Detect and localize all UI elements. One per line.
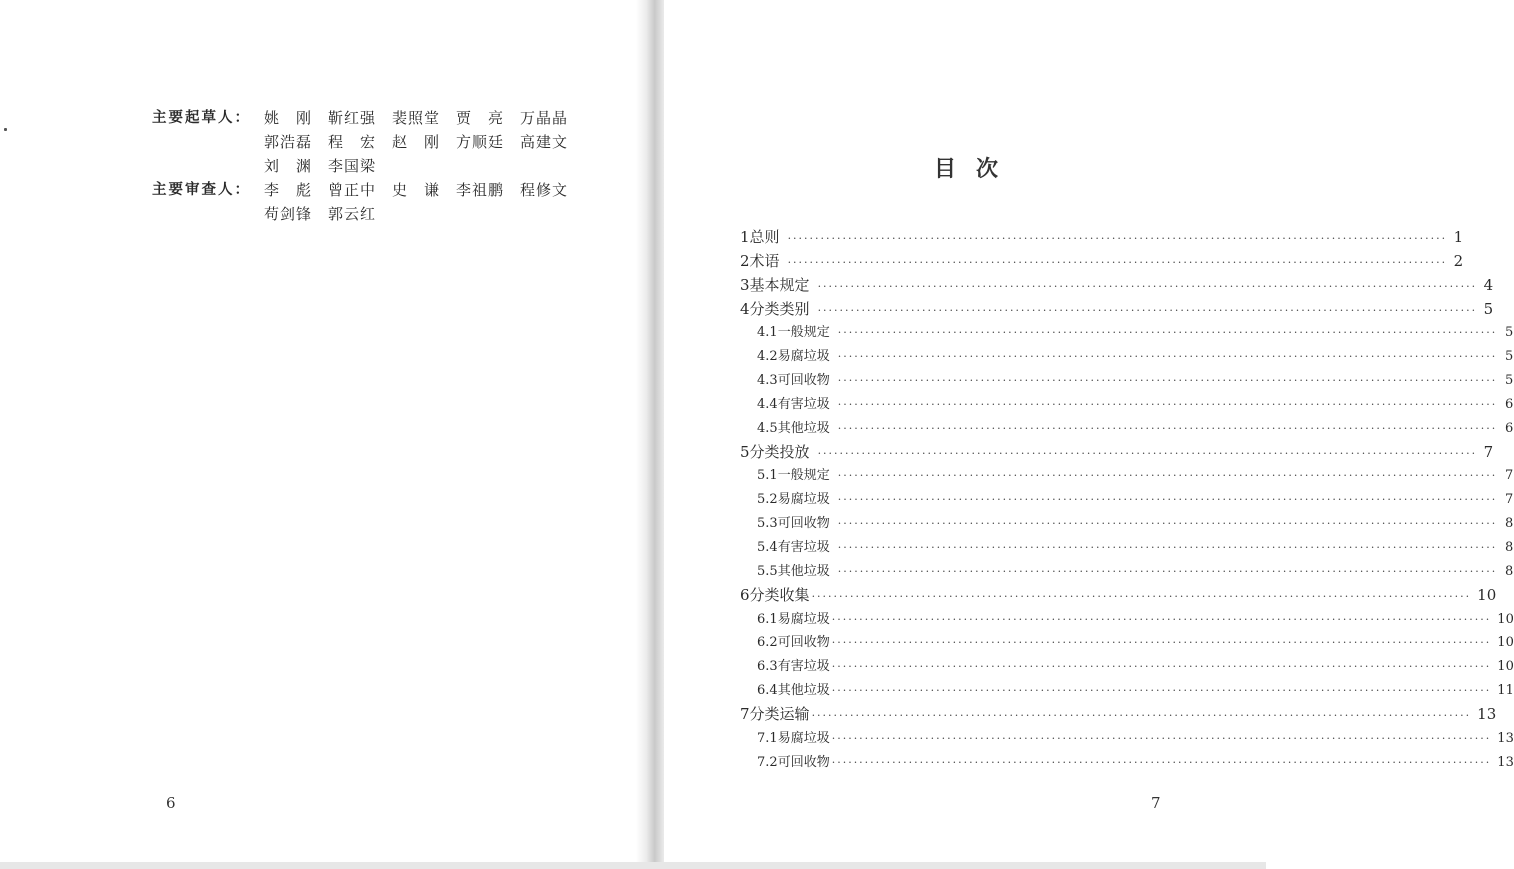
names-grid xyxy=(264,106,584,178)
toc-entry-title: 总则 xyxy=(749,228,780,246)
person-name: 史 谦 xyxy=(392,181,441,199)
toc-entry-number: 5.5 xyxy=(757,563,778,579)
toc-section-entry xyxy=(740,655,1514,679)
toc-entry-title: 其他垃圾 xyxy=(777,563,830,579)
page-number-right: 7 xyxy=(1151,794,1161,812)
toc-leader-dots: ························································································································ xyxy=(811,589,1472,603)
right-page xyxy=(664,0,1514,869)
toc-entry-number: 7 xyxy=(740,704,750,723)
toc-chapter-entry xyxy=(740,584,1497,608)
role-label: 主要起草人： xyxy=(152,110,251,126)
toc-section-entry xyxy=(740,464,1514,488)
toc-entry-title: 易腐垃圾 xyxy=(777,492,830,508)
toc-entry-page: 4 xyxy=(1483,275,1494,294)
toc-entry-title: 其他垃圾 xyxy=(777,420,830,436)
toc-section-entry xyxy=(740,560,1514,584)
page-bottom-edge xyxy=(0,862,1266,869)
toc-entry-number: 5.1 xyxy=(757,468,778,484)
toc-entry-number: 4 xyxy=(740,299,750,318)
toc-leader-dots: ························································································································ xyxy=(787,255,1448,269)
toc-leader-dots: ························································································································ xyxy=(831,636,1492,650)
names-grid xyxy=(264,178,584,226)
toc-leader-dots: ························································································································ xyxy=(837,326,1498,340)
left-page xyxy=(0,0,640,869)
toc-entry-number: 7.2 xyxy=(757,754,778,770)
toc-section-entry xyxy=(740,679,1514,703)
toc-entry-page: 6 xyxy=(1505,396,1514,412)
toc-entry-page: 10 xyxy=(1497,611,1514,627)
toc-entry-page: 8 xyxy=(1505,563,1514,579)
toc-section-entry xyxy=(740,488,1514,512)
toc-entry-page: 8 xyxy=(1505,539,1514,555)
toc-entry-page: 7 xyxy=(1505,492,1514,508)
toc-entry-title: 易腐垃圾 xyxy=(777,611,830,627)
table-of-contents xyxy=(740,226,1514,774)
toc-entry-number: 5.3 xyxy=(757,516,778,532)
toc-entry-title: 可回收物 xyxy=(777,373,830,389)
person-name: 曾正中 xyxy=(328,181,377,199)
toc-leader-dots: ························································································································ xyxy=(837,421,1498,435)
reviewers-group xyxy=(152,178,584,226)
toc-leader-dots: ························································································································ xyxy=(831,755,1492,769)
toc-entry-page: 7 xyxy=(1483,442,1494,461)
toc-leader-dots: ························································································································ xyxy=(811,708,1472,722)
person-name: 高建文 xyxy=(520,133,569,151)
toc-entry-title: 一般规定 xyxy=(777,325,830,341)
toc-leader-dots: ························································································································ xyxy=(817,303,1478,317)
toc-section-entry xyxy=(740,369,1514,393)
toc-entry-title: 术语 xyxy=(749,251,780,270)
toc-leader-dots: ························································································································ xyxy=(831,660,1492,674)
toc-entry-number: 6.4 xyxy=(757,683,778,699)
toc-leader-dots: ························································································································ xyxy=(837,397,1498,411)
toc-entry-number: 4.2 xyxy=(757,349,778,365)
toc-leader-dots: ························································································································ xyxy=(817,446,1478,460)
toc-entry-title: 易腐垃圾 xyxy=(777,349,830,365)
page-number-left: 6 xyxy=(166,794,176,812)
person-name: 姚 刚 xyxy=(264,109,313,127)
toc-entry-title: 可回收物 xyxy=(777,754,830,770)
toc-leader-dots: ························································································································ xyxy=(837,493,1498,507)
person-name: 裴照堂 xyxy=(392,109,441,127)
toc-entry-number: 2 xyxy=(740,251,750,270)
toc-leader-dots: ························································································································ xyxy=(837,350,1498,364)
person-name: 程 宏 xyxy=(328,133,377,151)
toc-entry-title: 分类收集 xyxy=(749,585,810,604)
credits-block xyxy=(152,106,584,226)
person-name: 万晶晶 xyxy=(520,109,569,127)
toc-entry-title: 其他垃圾 xyxy=(777,683,830,699)
toc-entry-number: 5 xyxy=(740,442,750,461)
toc-section-entry xyxy=(740,536,1514,560)
toc-entry-title: 分类运输 xyxy=(749,704,810,723)
toc-entry-page: 7 xyxy=(1505,468,1514,484)
toc-entry-title: 分类投放 xyxy=(749,442,810,461)
toc-entry-page: 10 xyxy=(1497,635,1514,651)
toc-entry-number: 6.1 xyxy=(757,611,778,627)
toc-entry-title: 基本规定 xyxy=(749,275,810,294)
toc-entry-number: 5.2 xyxy=(757,492,778,508)
toc-entry-title: 有害垃圾 xyxy=(777,396,830,412)
toc-section-entry xyxy=(740,393,1514,417)
toc-entry-title: 分类类别 xyxy=(749,299,810,318)
toc-title: 目次 xyxy=(934,157,1019,182)
toc-chapter-entry xyxy=(740,441,1494,465)
toc-section-entry xyxy=(740,417,1514,441)
drafters-group xyxy=(152,106,584,178)
person-name: 苟剑锋 xyxy=(264,205,313,223)
toc-entry-title: 有害垃圾 xyxy=(777,539,830,555)
toc-entry-title: 易腐垃圾 xyxy=(777,730,830,746)
toc-chapter-entry xyxy=(740,226,1464,250)
toc-chapter-entry xyxy=(740,250,1464,274)
toc-entry-title: 一般规定 xyxy=(777,468,830,484)
person-name: 方顺廷 xyxy=(456,133,505,151)
toc-entry-number: 6 xyxy=(740,585,750,604)
toc-entry-page: 5 xyxy=(1505,325,1514,341)
scan-speck xyxy=(4,128,7,131)
person-name: 郭云红 xyxy=(328,205,377,223)
toc-entry-page: 5 xyxy=(1483,299,1494,318)
toc-section-entry xyxy=(740,631,1514,655)
toc-section-entry xyxy=(740,727,1514,751)
toc-leader-dots: ························································································································ xyxy=(831,612,1492,626)
toc-entry-page: 5 xyxy=(1505,373,1514,389)
toc-entry-number: 6.2 xyxy=(757,635,778,651)
toc-entry-page: 1 xyxy=(1453,228,1464,246)
toc-leader-dots: ························································································································ xyxy=(837,469,1498,483)
toc-leader-dots: ························································································································ xyxy=(837,564,1498,578)
toc-leader-dots: ························································································································ xyxy=(837,374,1498,388)
toc-chapter-entry xyxy=(740,274,1494,298)
toc-entry-number: 4.3 xyxy=(757,373,778,389)
toc-entry-page: 5 xyxy=(1505,349,1514,365)
toc-entry-number: 1 xyxy=(740,228,750,246)
toc-entry-page: 13 xyxy=(1497,730,1514,746)
toc-entry-page: 2 xyxy=(1453,251,1464,270)
toc-entry-title: 可回收物 xyxy=(777,635,830,651)
toc-entry-number: 4.1 xyxy=(757,325,778,341)
toc-entry-page: 11 xyxy=(1497,683,1514,699)
toc-leader-dots: ························································································································ xyxy=(831,684,1492,698)
person-name: 赵 刚 xyxy=(392,133,441,151)
toc-entry-page: 10 xyxy=(1497,659,1514,675)
toc-entry-number: 5.4 xyxy=(757,539,778,555)
person-name: 郭浩磊 xyxy=(264,133,313,151)
toc-entry-page: 13 xyxy=(1477,704,1497,723)
toc-section-entry xyxy=(740,512,1514,536)
person-name: 李国梁 xyxy=(328,157,377,175)
toc-entry-title: 有害垃圾 xyxy=(777,659,830,675)
person-name: 李祖鹏 xyxy=(456,181,505,199)
toc-entry-number: 4.5 xyxy=(757,420,778,436)
toc-leader-dots: ························································································································ xyxy=(787,232,1448,245)
role-label: 主要审查人： xyxy=(152,182,251,198)
toc-entry-page: 6 xyxy=(1505,420,1514,436)
toc-entry-page: 10 xyxy=(1477,585,1497,604)
toc-section-entry xyxy=(740,345,1514,369)
toc-chapter-entry xyxy=(740,703,1497,727)
person-name: 贾 亮 xyxy=(456,109,505,127)
toc-entry-number: 6.3 xyxy=(757,659,778,675)
toc-leader-dots: ························································································································ xyxy=(837,517,1498,531)
toc-entry-page: 8 xyxy=(1505,516,1514,532)
toc-entry-number: 7.1 xyxy=(757,730,778,746)
toc-section-entry xyxy=(740,751,1514,775)
person-name: 程修文 xyxy=(520,181,569,199)
toc-entry-number: 4.4 xyxy=(757,396,778,412)
toc-leader-dots: ························································································································ xyxy=(831,731,1492,745)
person-name: 李 彪 xyxy=(264,181,313,199)
person-name: 刘 渊 xyxy=(264,157,313,175)
toc-entry-title: 可回收物 xyxy=(777,516,830,532)
toc-leader-dots: ························································································································ xyxy=(837,540,1498,554)
toc-chapter-entry xyxy=(740,298,1494,322)
toc-section-entry xyxy=(740,321,1514,345)
toc-leader-dots: ························································································································ xyxy=(817,279,1478,293)
person-name: 靳红强 xyxy=(328,109,377,127)
toc-entry-number: 3 xyxy=(740,275,750,294)
toc-section-entry xyxy=(740,608,1514,632)
toc-entry-page: 13 xyxy=(1497,754,1514,770)
